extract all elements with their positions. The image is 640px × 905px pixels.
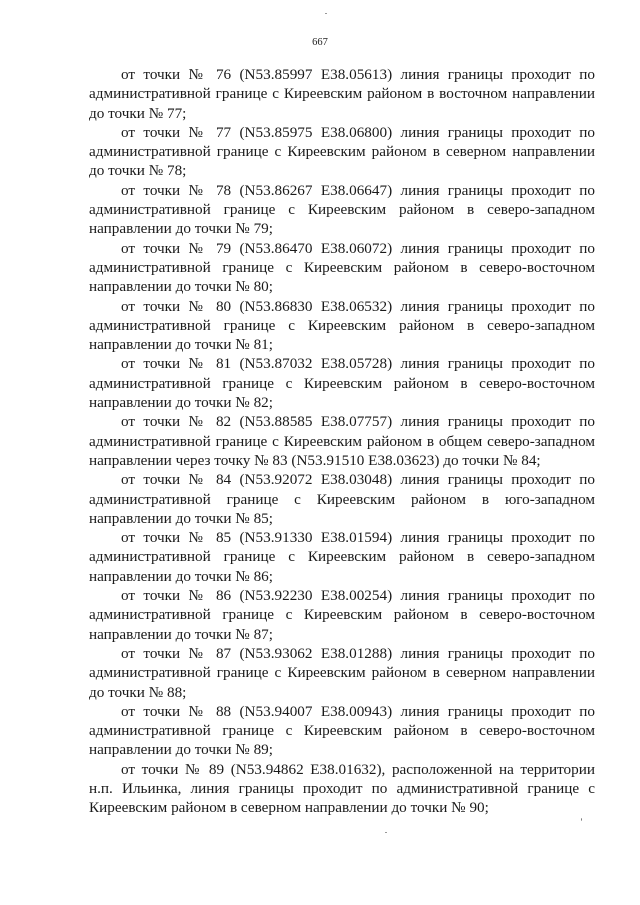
paragraph-point-87: от точки № 87 (N53.93062 E38.01288) линия границы проходит по административной границе с Киреевским районом в северном направлении до точки № 88; xyxy=(89,644,595,701)
paragraph-point-80: от точки № 80 (N53.86830 E38.06532) линия границы проходит по административной границе с Киреевским районом в северо-западном направлении до точки № 81; xyxy=(89,297,595,354)
paragraph-point-77: от точки № 77 (N53.85975 E38.06800) линия границы проходит по административной границе с Киреевским районом в северном направлении до точки № 78; xyxy=(89,123,595,180)
paragraph-point-85: от точки № 85 (N53.91330 E38.01594) линия границы проходит по административной границе с Киреевским районом в северо-западном направлении до точки № 86; xyxy=(89,529,595,585)
scan-speck xyxy=(581,818,582,821)
paragraph-point-89: от точки № 89 (N53.94862 E38.01632), расположенной на территории н.п. Ильинка, линия границы проходит по административной границе с Киреевским районом в северном направлении до точки № 90; xyxy=(89,760,595,817)
paragraph-point-78: от точки № 78 (N53.86267 E38.06647) линия границы проходит по административной границе с Киреевским районом в северо-западном направлении до точки № 79; xyxy=(89,181,595,238)
paragraph-point-88: от точки № 88 (N53.94007 E38.00943) линия границы проходит по административной границе с Киреевским районом в северо-восточном направлении до точки № 89; xyxy=(89,702,595,759)
paragraph-point-81: от точки № 81 (N53.87032 E38.05728) линия границы проходит по административной границе с Киреевским районом в северо-восточном направлении до точки № 82; xyxy=(89,355,595,412)
boundary-description xyxy=(89,65,595,818)
paragraph-point-76: от точки № 76 (N53.85997 E38.05613) линия границы проходит по административной границе с Киреевским районом в восточном направлении до точки № 77; xyxy=(89,66,595,122)
scan-speck xyxy=(385,832,387,833)
scan-speck xyxy=(325,13,327,14)
page-number: 667 xyxy=(312,37,328,48)
paragraph-point-79: от точки № 79 (N53.86470 E38.06072) линия границы проходит по административной границе с Киреевским районом в северо-восточном направлении до точки № 80; xyxy=(89,239,595,296)
paragraph-point-84: от точки № 84 (N53.92072 E38.03048) линия границы проходит по административной границе с Киреевским районом в юго-западном направлении до точки № 85; xyxy=(89,471,595,527)
paragraph-point-86: от точки № 86 (N53.92230 E38.00254) линия границы проходит по административной границе с Киреевским районом в северо-восточном направлении до точки № 87; xyxy=(89,587,595,643)
paragraph-point-82: от точки № 82 (N53.88585 E38.07757) линия границы проходит по административной границе с Киреевским районом в общем северо-западном направлении через точку № 83 (N53.91510 E38.03623) до точки № 84; xyxy=(89,413,595,469)
